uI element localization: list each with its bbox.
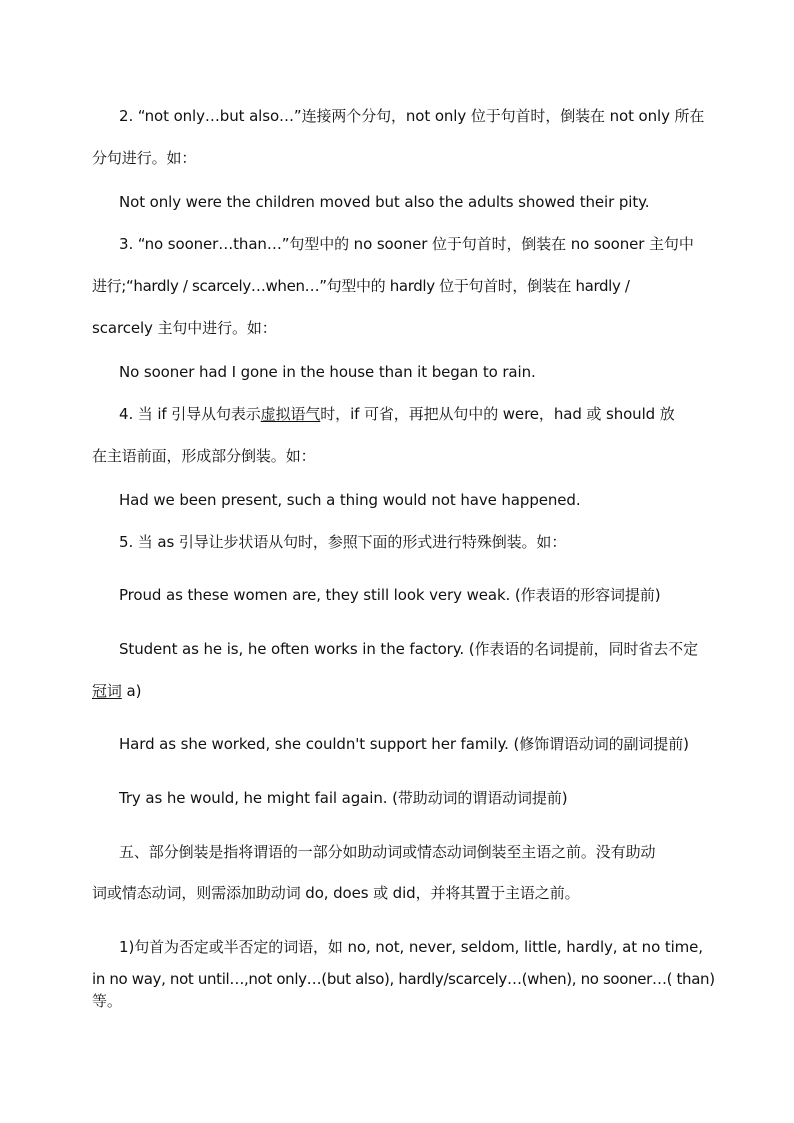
paragraph-2-line-2: 分句进行。如： — [92, 149, 197, 167]
subjunctive-link[interactable]: 虚拟语气 — [260, 405, 321, 423]
section-5-line-1: 五、部分倒装是指将谓语的一部分如助动词或情态动词倒装至主语之前。没有助动 — [119, 843, 656, 861]
example-5b-line-2 — [92, 681, 714, 701]
item-1-line-2: in no way, not until…,not only…(but also), hardly/scarcely…(when), no sooner…( than) — [92, 970, 715, 988]
paragraph-4-line-2: 在主语前面，形成部分倒装。如： — [92, 447, 316, 465]
item-1-line-3: 等。 — [92, 992, 122, 1010]
example-4: Had we been present, such a thing would not have happened. — [119, 491, 581, 509]
paragraph-4-text-b: 时，if 可省，再把从句中的 were，had 或 should 放 — [320, 405, 675, 423]
paragraph-4-text-a: 4. 当 if 引导从句表示 — [119, 405, 261, 423]
paragraph-2-line-1: 2. “not only…but also…”连接两个分句，not only 位于句首时，倒装在 not only 所在 — [119, 107, 705, 125]
paragraph-5: 5. 当 as 引导让步状语从句时，参照下面的形式进行特殊倒装。如： — [119, 533, 567, 551]
example-5c: Hard as she worked, she couldn't support her family. (修饰谓语动词的副词提前) — [119, 735, 689, 753]
paragraph-3-line-1: 3. “no sooner…than…”句型中的 no sooner 位于句首时，倒装在 no sooner 主句中 — [119, 235, 694, 253]
section-5-line-2: 词或情态动词，则需添加助动词 do, does 或 did，并将其置于主语之前。 — [92, 884, 580, 902]
example-5d: Try as he would, he might fail again. (带助动词的谓语动词提前) — [119, 789, 568, 807]
example-5b-text-b: a) — [121, 682, 142, 700]
paragraph-3-line-2: 进行;“hardly / scarcely…when…”句型中的 hardly 位于句首时，倒装在 hardly / — [92, 277, 630, 295]
item-1-line-1: 1)句首为否定或半否定的词语，如 no, not, never, seldom, little, hardly, at no time, — [119, 938, 703, 956]
article-link[interactable]: 冠词 — [92, 682, 122, 700]
example-2: Not only were the children moved but also the adults showed their pity. — [119, 193, 650, 211]
example-5b-line-1: Student as he is, he often works in the factory. (作表语的名词提前，同时省去不定 — [119, 640, 698, 658]
example-5a: Proud as these women are, they still look very weak. (作表语的形容词提前) — [119, 586, 661, 604]
paragraph-3-line-3: scarcely 主句中进行。如： — [92, 319, 277, 337]
paragraph-4-line-1 — [119, 404, 741, 424]
example-3: No sooner had I gone in the house than it began to rain. — [119, 363, 536, 381]
